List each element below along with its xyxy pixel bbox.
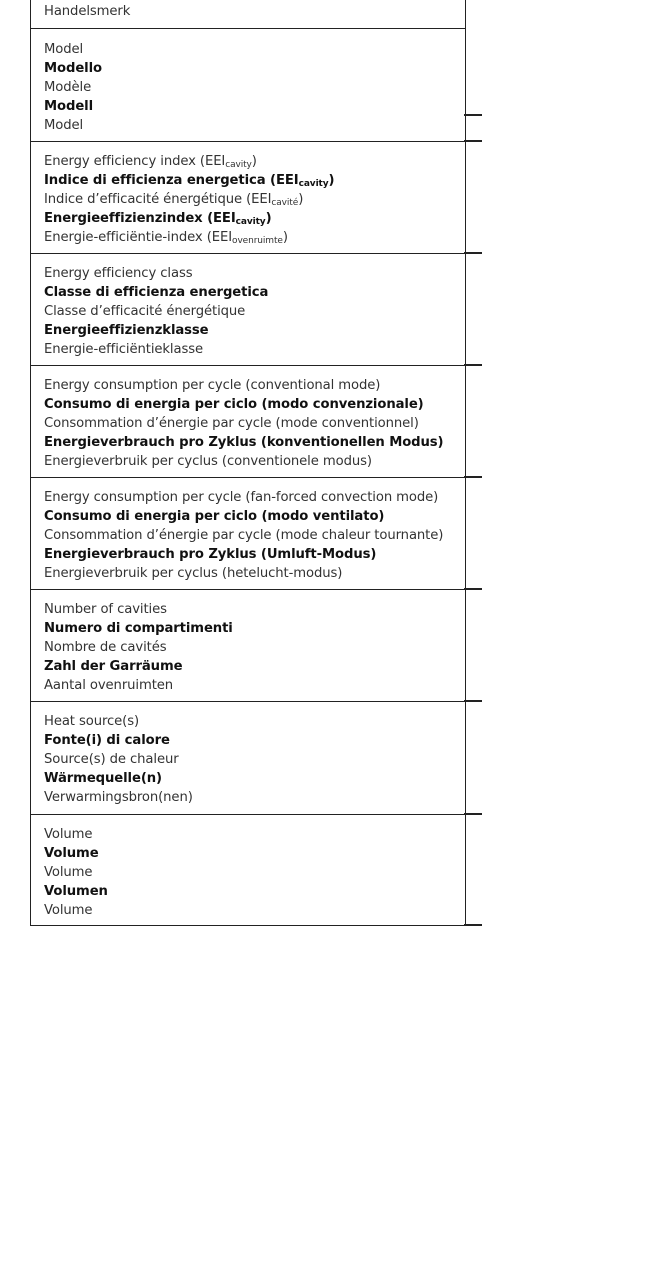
row-eei — [31, 141, 465, 253]
label-nl: Verwarmingsbron(nen) — [44, 790, 193, 805]
label-it: Modello — [44, 61, 102, 76]
row-divider-extension — [464, 700, 482, 702]
label-de: Volumen — [44, 884, 108, 899]
label-fr: Consommation d’énergie par cycle (mode conventionnel) — [44, 416, 419, 431]
row-labels — [31, 366, 465, 471]
label-de: Modell — [44, 99, 94, 114]
label-fr: Source(s) de chaleur — [44, 752, 179, 767]
label-en: Energy consumption per cycle (fan-forced convection mode) — [44, 490, 439, 505]
label-en: Model — [44, 42, 84, 57]
row-labels — [31, 702, 465, 807]
label-en: Energy efficiency class — [44, 266, 193, 281]
label-fr: Volume — [44, 865, 93, 880]
label-it: Indice di efficienza energetica $(EEI_{cavity})$ — [44, 173, 335, 189]
label-fr: Consommation d’énergie par cycle (mode chaleur tournante) — [44, 528, 444, 543]
row-labels — [31, 29, 465, 135]
label-nl: Energie-efficiëntieklasse — [44, 342, 204, 357]
row-labels — [31, 815, 465, 920]
label-de: Zahl der Garräume — [44, 659, 183, 674]
label-de: Energieeffizienzindex $(EEI_{cavity})$ — [44, 211, 272, 227]
label-fr: Indice d’efficacité énergétique $(EEI_{cavité})$ — [44, 192, 304, 208]
label-fr: Modèle — [44, 80, 92, 95]
row-divider-extension — [464, 364, 482, 366]
label-fr: Nombre de cavités — [44, 640, 167, 655]
label-nl: Energieverbruik per cyclus (conventionele modus) — [44, 454, 372, 469]
label-nl: Handelsmerk — [44, 4, 131, 19]
row-divider-extension — [464, 924, 482, 926]
label-it: Fonte(i) di calore — [44, 733, 170, 748]
row-labels — [31, 0, 465, 21]
label-de: Wärmequelle(n) — [44, 771, 162, 786]
row-model — [31, 28, 465, 141]
row-heat-source — [31, 701, 465, 814]
label-en: Energy efficiency index $(EEI_{cavity})$ — [44, 154, 257, 170]
row-divider-extension — [464, 813, 482, 815]
row-divider-extension — [464, 252, 482, 254]
row-trademark — [31, 0, 465, 28]
row-consumption-fan — [31, 477, 465, 589]
label-it: Consumo di energia per ciclo (modo convenzionale) — [44, 397, 424, 412]
label-it: Numero di compartimenti — [44, 621, 233, 636]
row-energy-class — [31, 253, 465, 365]
label-de: Energieverbrauch pro Zyklus (konventionellen Modus) — [44, 435, 444, 450]
label-en: Energy consumption per cycle (conventional mode) — [44, 378, 381, 393]
label-nl: Aantal ovenruimten — [44, 678, 174, 693]
label-en: Number of cavities — [44, 602, 167, 617]
row-divider-extension — [464, 476, 482, 478]
label-nl: Energie-efficiëntie-index $(EEI_{ovenruimte})$ — [44, 230, 288, 246]
label-en: Heat source(s) — [44, 714, 140, 729]
row-labels — [31, 254, 465, 359]
row-cavities — [31, 589, 465, 701]
row-labels — [31, 478, 465, 583]
label-nl: Volume — [44, 903, 93, 918]
label-en: Volume — [44, 827, 93, 842]
label-nl: Energieverbruik per cyclus (hetelucht-modus) — [44, 566, 343, 581]
label-it: Classe di efficienza energetica — [44, 285, 269, 300]
label-it: Consumo di energia per ciclo (modo ventilato) — [44, 509, 385, 524]
row-divider-extension — [464, 588, 482, 590]
label-de: Energieverbrauch pro Zyklus (Umluft-Modus) — [44, 547, 377, 562]
row-labels — [31, 142, 465, 247]
row-labels — [31, 590, 465, 695]
row-volume — [31, 814, 465, 925]
label-it: Volume — [44, 846, 99, 861]
product-fiche-table — [30, 0, 466, 926]
label-nl: Model — [44, 118, 84, 133]
row-divider-extension — [464, 114, 482, 116]
row-divider-extension — [464, 140, 482, 142]
row-consumption-conventional — [31, 365, 465, 477]
label-de: Energieeffizienzklasse — [44, 323, 209, 338]
label-fr: Classe d’efficacité énergétique — [44, 304, 246, 319]
